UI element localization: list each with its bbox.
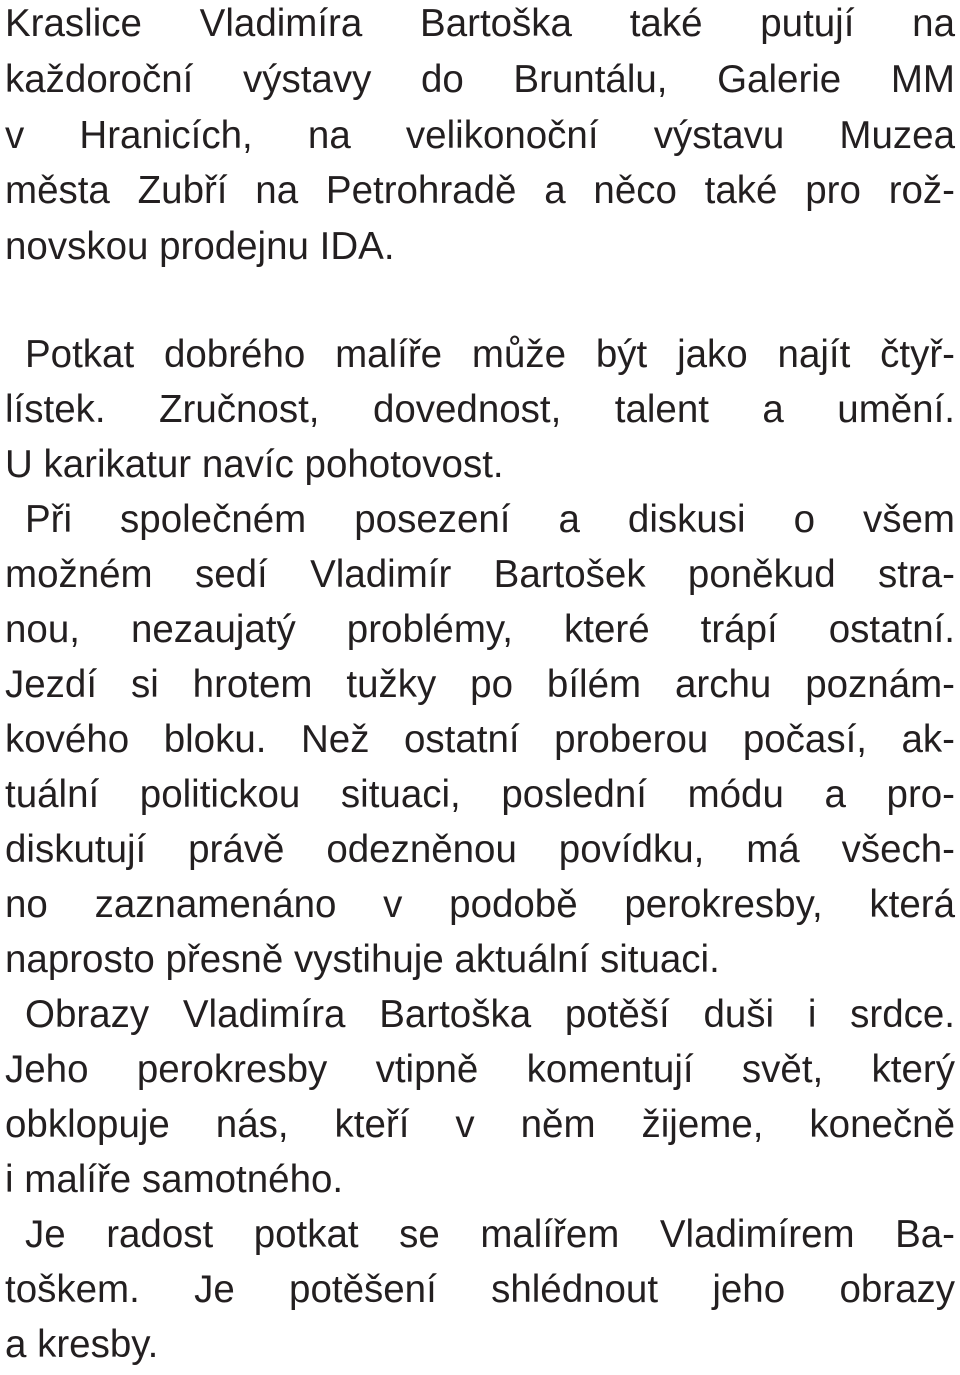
text-line: lístek. Zručnost, dovednost, talent a umění.	[5, 388, 955, 431]
text-line: a kresby.	[5, 1323, 159, 1366]
text-line: Potkat dobrého malíře může být jako najít čtyř-	[25, 333, 955, 376]
text-line: Obrazy Vladimíra Bartoška potěší duši i srdce.	[25, 993, 955, 1036]
text-line: Jeho perokresby vtipně komentují svět, který	[5, 1048, 955, 1091]
text-line: Je radost potkat se malířem Vladimírem Ba-	[25, 1213, 955, 1256]
text-line: i malíře samotného.	[5, 1158, 344, 1201]
text-line: toškem. Je potěšení shlédnout jeho obrazy	[5, 1268, 955, 1311]
text-line: tuální politickou situaci, poslední módu a pro-	[5, 773, 955, 816]
text-line: no zaznamenáno v podobě perokresby, která	[5, 883, 955, 926]
text-line: obklopuje nás, kteří v něm žijeme, konečně	[5, 1103, 955, 1146]
text-line: diskutují právě odezněnou povídku, má všech-	[5, 828, 955, 871]
text-line: Při společném posezení a diskusi o všem	[25, 498, 955, 541]
text-line: nou, nezaujatý problémy, které trápí ostatní.	[5, 608, 955, 651]
text-line: U karikatur navíc pohotovost.	[5, 443, 504, 486]
text-line: naprosto přesně vystihuje aktuální situaci.	[5, 938, 720, 981]
text-line: města Zubří na Petrohradě a něco také pro rož-	[5, 169, 955, 212]
text-line: v Hranicích, na velikonoční výstavu Muzea	[5, 114, 955, 157]
text-line: kového bloku. Než ostatní proberou počasí, ak-	[5, 718, 955, 761]
text-line: každoroční výstavy do Bruntálu, Galerie MM	[5, 58, 955, 101]
text-line: Jezdí si hrotem tužky po bílém archu poznám-	[5, 663, 955, 706]
text-line: možném sedí Vladimír Bartošek poněkud stra-	[5, 553, 955, 596]
text-line: Kraslice Vladimíra Bartoška také putují na	[5, 2, 955, 45]
text-line: novskou prodejnu IDA.	[5, 225, 395, 268]
